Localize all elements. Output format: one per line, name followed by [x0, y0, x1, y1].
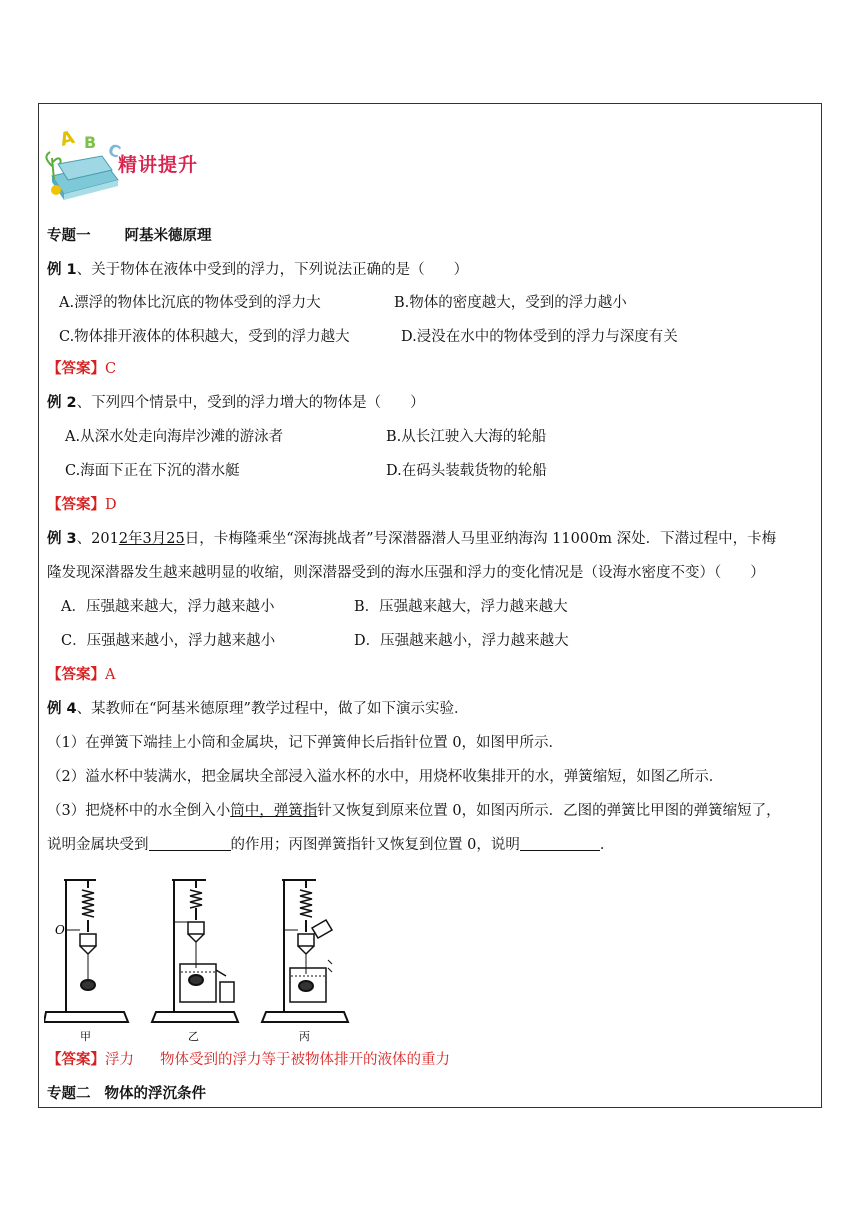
underlined-date: 2年3月25 — [118, 531, 185, 547]
topic-title: 物体的浮沉条件 — [104, 1086, 206, 1102]
question-1-stem — [47, 260, 468, 280]
answer-value: D — [105, 497, 117, 513]
logo-letter-c: C — [105, 139, 124, 162]
option-a: A.漂浮的物体比沉底的物体受到的浮力大 — [59, 295, 321, 311]
step-text: 针又恢复到原来位置 0，如图丙所示．乙图的弹簧比甲图的弹簧缩短了， — [317, 803, 781, 819]
question-2-stem — [47, 393, 425, 413]
section-title: 精讲提升 — [118, 154, 199, 176]
step-text: 说明金属块受到 — [47, 837, 149, 853]
step-text: 的作用；丙图弹簧指针又恢复到位置 0，说明 — [230, 837, 520, 853]
option-a: A．压强越来越大，浮力越来越小 — [61, 599, 275, 615]
question-text: 日，卡梅隆乘坐“深海挑战者”号深潜器潜人马里亚纳海沟 11000m 深处．下潜过程中，卡梅 — [184, 531, 777, 547]
answer-blank-1[interactable] — [149, 836, 231, 851]
apparatus-bing — [262, 880, 348, 1022]
answer-line — [47, 665, 115, 685]
underlined-text: 筒中，弹簧指 — [230, 803, 318, 819]
topic-label: 专题二 — [47, 1086, 91, 1102]
answer-tag: 【答案】 — [47, 1052, 105, 1068]
question-label: 例 4 — [47, 701, 77, 717]
question-3-stem — [47, 529, 776, 549]
option-d: D.在码头装载货物的轮船 — [386, 463, 547, 479]
experiment-figure — [44, 872, 354, 1047]
topic-title: 阿基米德原理 — [124, 228, 212, 244]
topic-heading — [47, 226, 212, 246]
step-3-cont — [47, 835, 614, 855]
topic-label: 专题一 — [47, 228, 91, 244]
answer-line — [47, 359, 116, 379]
question-label: 例 2 — [47, 395, 77, 411]
answer-value: A — [105, 667, 116, 683]
question-text: 、某教师在“阿基米德原理”教学过程中，做了如下演示实验． — [76, 701, 469, 717]
question-label: 例 3 — [47, 531, 77, 547]
answer-tag: 【答案】 — [47, 667, 105, 683]
answer-line — [47, 495, 117, 515]
option-c: C.海面下正在下沉的潜水艇 — [65, 463, 240, 479]
question-4-stem — [47, 699, 468, 719]
abc-books-logo — [44, 120, 124, 202]
question-label: 例 1 — [47, 262, 77, 278]
option-d: D.浸没在水中的物体受到的浮力与深度有关 — [401, 329, 678, 345]
logo-letter-b: B — [84, 133, 97, 152]
step-1: （1）在弹簧下端挂上小筒和金属块，记下弹簧伸长后指针位置 0，如图甲所示． — [47, 735, 564, 751]
answer-tag: 【答案】 — [47, 497, 105, 513]
figure-label-bing: 丙 — [299, 1030, 310, 1043]
apparatus-jia — [44, 880, 128, 1022]
option-a: A.从深水处走向海岸沙滩的游泳者 — [65, 429, 284, 445]
question-text: 、201 — [76, 531, 119, 547]
option-c: C.物体排开液体的体积越大，受到的浮力越大 — [59, 329, 350, 345]
figure-label-jia: 甲 — [80, 1030, 91, 1043]
answer-line — [47, 1050, 450, 1070]
answer-value-2: 物体受到的浮力等于被物体排开的液体的重力 — [160, 1052, 450, 1068]
answer-tag: 【答案】 — [47, 361, 105, 377]
step-text: （3）把烧杯中的水全倒入小 — [47, 803, 231, 819]
option-b: B．压强越来越大，浮力越来越大 — [354, 599, 568, 615]
logo-letter-a: A — [57, 126, 77, 151]
step-3 — [47, 801, 781, 821]
option-b: B.从长江驶入大海的轮船 — [386, 429, 547, 445]
question-3-stem-cont: 隆发现深潜器发生越来越明显的收缩，则深潜器受到的海水压强和浮力的变化情况是（设海水密度不变）（ ） — [47, 565, 765, 581]
question-text: 、关于物体在液体中受到的浮力，下列说法正确的是（ ） — [76, 262, 469, 278]
option-b: B.物体的密度越大，受到的浮力越小 — [394, 295, 627, 311]
answer-blank-2[interactable] — [520, 836, 600, 851]
step-2: （2）溢水杯中装满水，把金属块全部浸入溢水杯的水中，用烧杯收集排开的水，弹簧缩短，如图乙所示． — [47, 769, 724, 785]
pointer-label: O — [55, 923, 65, 937]
topic-heading — [47, 1084, 206, 1104]
apparatus-yi — [152, 880, 238, 1022]
answer-value: C — [105, 361, 117, 377]
option-c: C．压强越来越小，浮力越来越小 — [61, 633, 276, 649]
step-text: ． — [599, 837, 615, 853]
answer-value-1: 浮力 — [105, 1052, 134, 1068]
question-text: 、下列四个情景中，受到的浮力增大的物体是（ ） — [76, 395, 425, 411]
option-d: D．压强越来越小，浮力越来越大 — [354, 633, 569, 649]
figure-label-yi: 乙 — [188, 1030, 199, 1043]
